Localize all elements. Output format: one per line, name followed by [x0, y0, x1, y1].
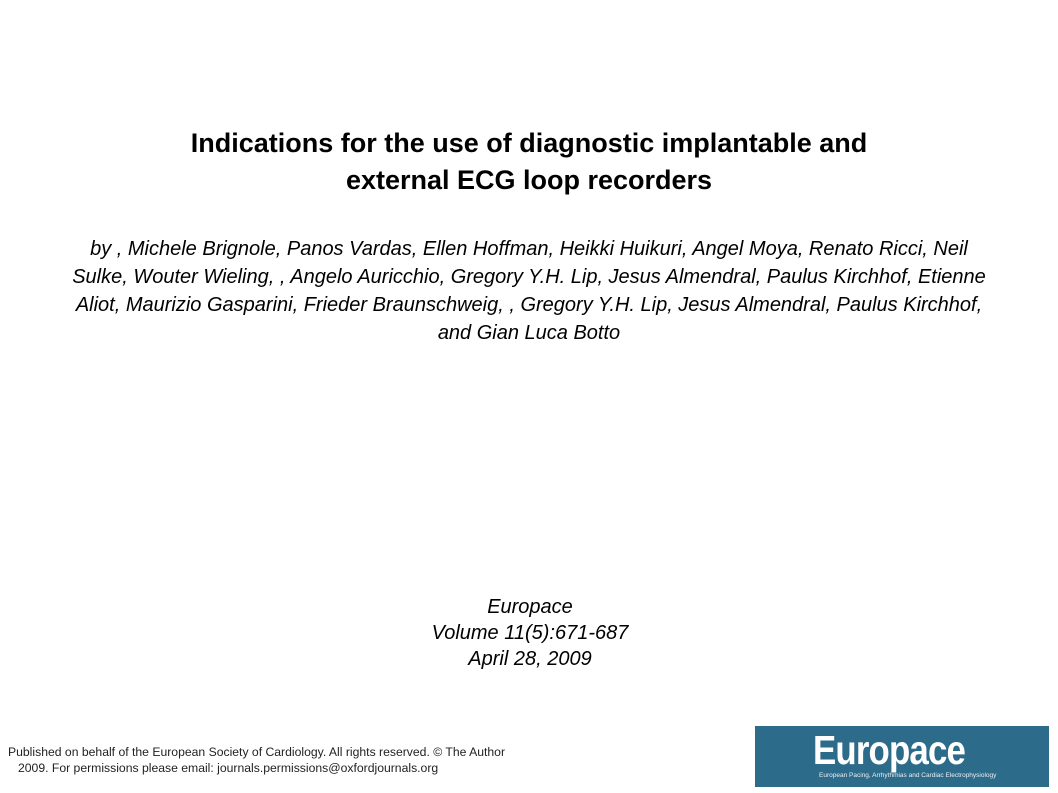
publication-date: April 28, 2009 — [468, 648, 592, 670]
journal-volume: Volume 11(5):671-687 — [431, 622, 629, 644]
presentation-title — [60, 125, 998, 199]
logo-wordmark: Europace — [813, 727, 966, 773]
title-line-2: external ECG loop recorders — [345, 165, 713, 195]
author-list: by , Michele Brignole, Panos Vardas, Ellen Hoffman, Heikki Huikuri, Angel Moya, Renato Ricci, Neil Sulke, Wouter Wieling, , Angelo Auricchio, Gregory Y.H. Lip, Jesus Almendral, Paulus Kirchhof, Etienne Aliot, Maurizio Gasparini, Frieder Braunschweig, , Gregory Y.H. Lip, Jesus Almendral, Paulus Kirchhof, and Gian Luca Botto — [72, 238, 986, 344]
logo-subtitle: European Pacing, Arrhythmias and Cardiac Electrophysiology — [819, 772, 997, 779]
copyright-line-1: Published on behalf of the European Society of Cardiology. All rights reserved. © The Author — [8, 745, 506, 759]
copyright-notice — [8, 744, 568, 776]
citation-block — [330, 594, 730, 672]
europace-logo — [755, 726, 1049, 787]
journal-name: Europace — [487, 596, 573, 618]
title-line-1: Indications for the use of diagnostic implantable and — [190, 128, 868, 158]
copyright-line-2: 2009. For permissions please email: journals.permissions@oxfordjournals.org — [18, 761, 439, 775]
